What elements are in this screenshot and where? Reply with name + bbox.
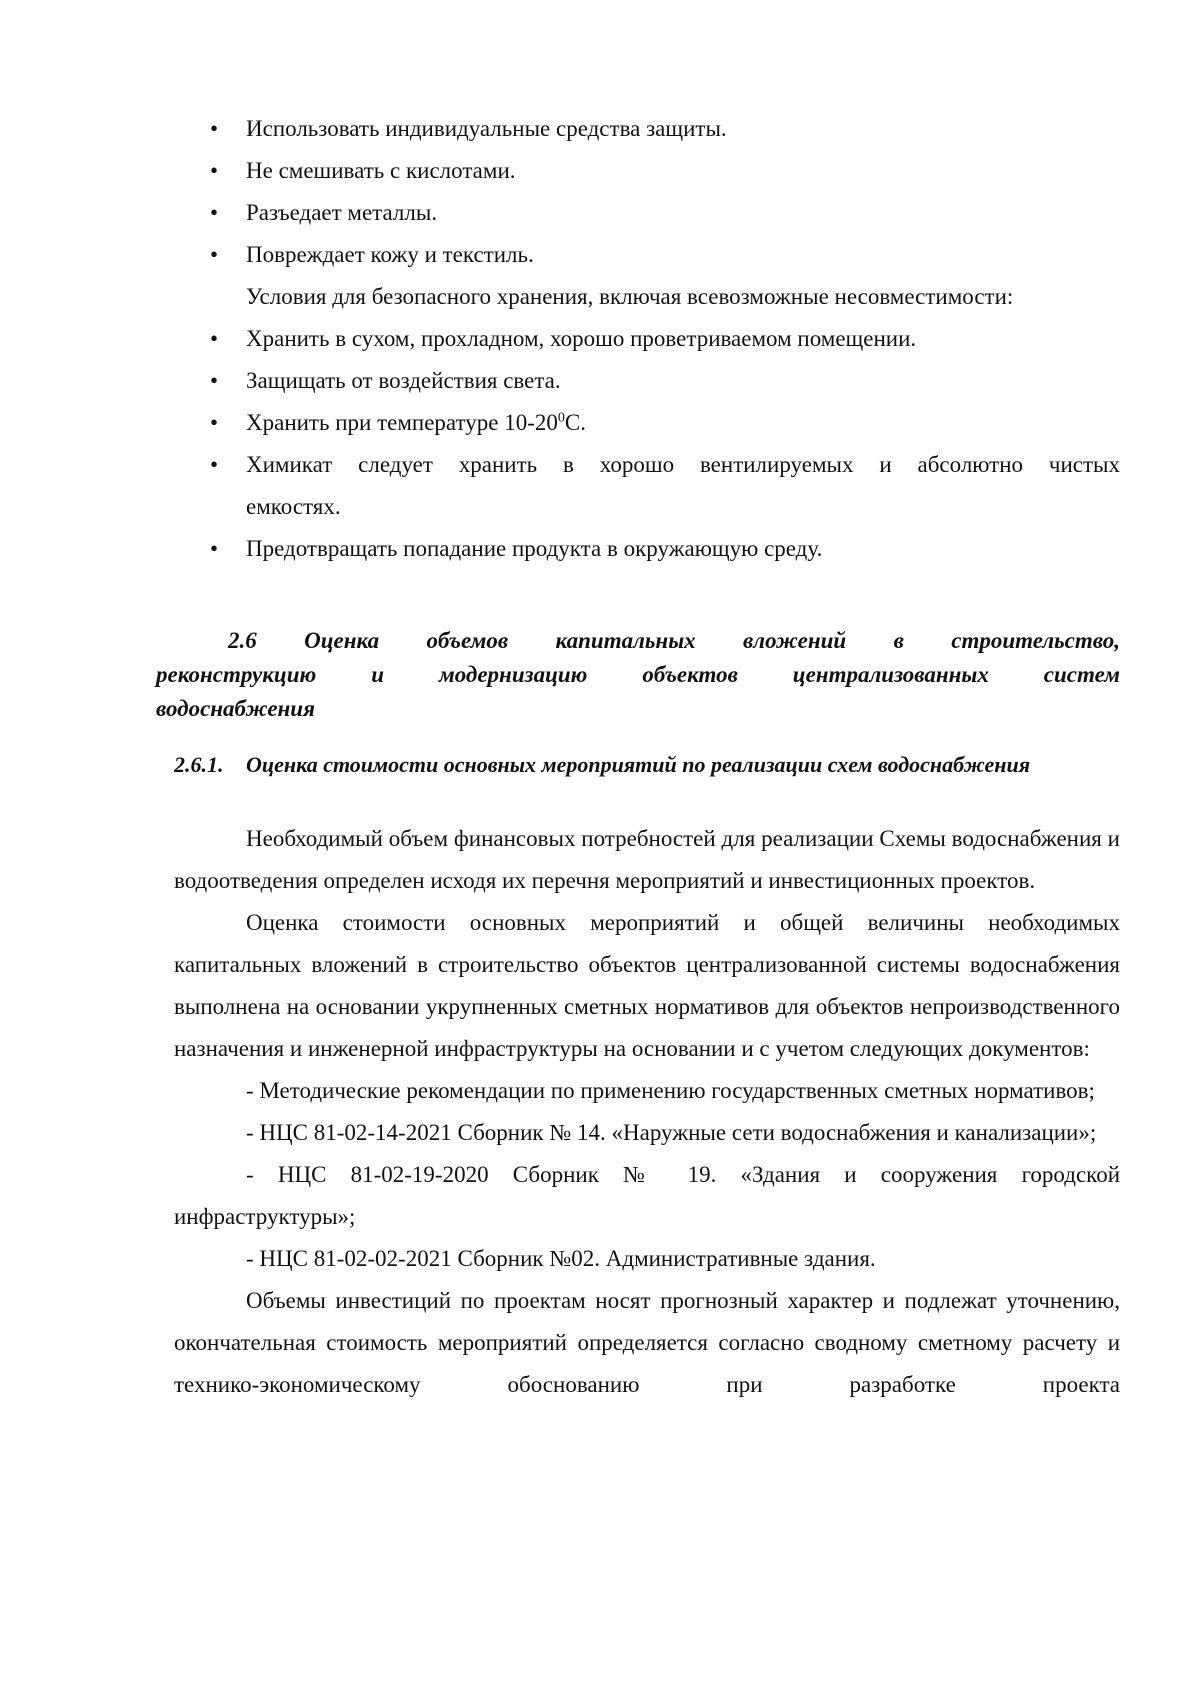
list-item	[174, 192, 1120, 234]
degree-superscript: 0	[557, 410, 565, 426]
list-item-text: Использовать индивидуальные средства защиты.	[246, 116, 727, 141]
list-item-text-continuation: емкостях.	[246, 494, 341, 519]
bullet-icon: •	[210, 452, 219, 477]
list-item	[174, 318, 1120, 360]
bullet-icon: •	[210, 158, 219, 183]
list-item	[174, 108, 1120, 150]
paragraph: Объемы инвестиций по проектам носят прогнозный характер и подлежат уточнению, окончательная стоимость мероприятий определяется согласно сводному сметному расчету и технико-экономическому обоснованию при разработке проекта	[174, 1288, 1120, 1397]
list-item-text: Защищать от воздействия света.	[246, 368, 561, 393]
storage-conditions-list	[174, 318, 1120, 570]
subsection-number: 2.6.1.	[174, 752, 224, 777]
list-item-text: Предотвращать попадание продукта в окружающую среду.	[246, 536, 823, 561]
bullet-icon: •	[210, 326, 219, 351]
list-item	[174, 150, 1120, 192]
list-item	[174, 234, 1120, 276]
section-heading-line: 2.6 Оценка объемов капитальных вложений в строительство,	[228, 628, 1120, 653]
paragraph: Оценка стоимости основных мероприятий и общей величины необходимых капитальных вложений в строительство объектов централизованной системы водоснабжения выполнена на основании укрупненных сметных нормативов для объектов непроизводственного назначения и инженерной инфраструктуры на основании и с учетом следующих документов:	[174, 910, 1120, 1061]
list-item-text: Химикат следует хранить в хорошо вентилируемых и абсолютно чистых	[246, 452, 1120, 477]
subsection-heading	[174, 748, 1120, 782]
list-item-text: Хранить в сухом, прохладном, хорошо проветриваемом помещении.	[246, 326, 917, 351]
list-item	[174, 360, 1120, 402]
list-item-text: Повреждает кожу и текстиль.	[246, 242, 534, 267]
paragraph: - НЦС 81-02-14-2021 Сборник № 14. «Наружные сети водоснабжения и канализации»;	[246, 1120, 1097, 1145]
page-content	[156, 108, 1120, 1406]
paragraph: Необходимый объем финансовых потребностей для реализации Схемы водоснабжения и водоотведения определен исходя их перечня мероприятий и инвестиционных проектов.	[174, 826, 1120, 893]
temperature-text: Хранить при температуре 10-20	[246, 410, 558, 435]
bullet-icon: •	[210, 536, 219, 561]
bullet-icon: •	[210, 116, 219, 141]
paragraph: - Методические рекомендации по применению государственных сметных нормативов;	[246, 1078, 1095, 1103]
section-heading	[156, 624, 1120, 726]
subsection-title: Оценка стоимости основных мероприятий по реализации схем водоснабжения	[246, 752, 1031, 777]
paragraph: - НЦС 81-02-02-2021 Сборник №02. Административные здания.	[246, 1246, 876, 1271]
bullet-icon: •	[210, 242, 219, 267]
section-heading-line: реконструкцию и модернизацию объектов централизованных систем	[156, 662, 1120, 687]
list-item	[174, 444, 1120, 528]
safety-precautions-list	[174, 108, 1120, 276]
list-item-text: Разъедает металлы.	[246, 200, 438, 225]
bullet-icon: •	[210, 368, 219, 393]
list-item-text: Не смешивать с кислотами.	[246, 158, 516, 183]
paragraph: - НЦС 81-02-19-2020 Сборник № 19. «Здания и сооружения городской инфраструктуры»;	[174, 1162, 1120, 1229]
list-item	[174, 528, 1120, 570]
list-item-text	[246, 410, 586, 435]
bullet-icon: •	[210, 410, 219, 435]
storage-conditions-intro: Условия для безопасного хранения, включая всевозможные несовместимости:	[246, 284, 1014, 309]
section-heading-line: водоснабжения	[156, 696, 315, 721]
bullet-icon: •	[210, 200, 219, 225]
temperature-unit: С.	[564, 410, 586, 435]
list-item	[174, 402, 1120, 444]
